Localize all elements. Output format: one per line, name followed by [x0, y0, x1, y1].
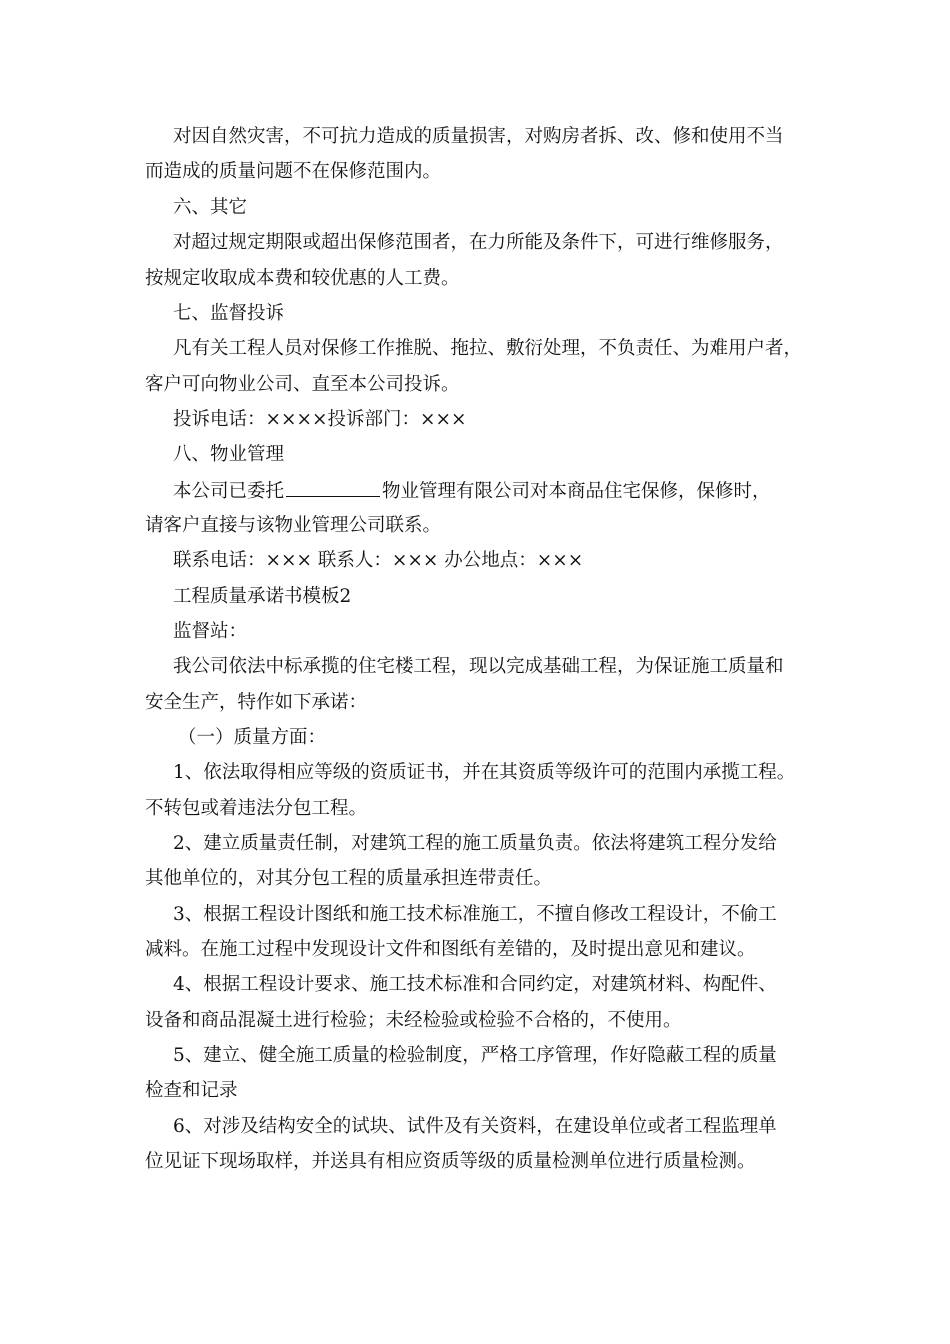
line-text: 本公司已委托 — [173, 481, 285, 502]
paragraph-line: 按规定收取成本费和较优惠的人工费。 — [145, 268, 460, 289]
paragraph-line: 6、对涉及结构安全的试块、试件及有关资料，在建设单位或者工程监理单 — [173, 1116, 777, 1137]
section-heading: 七、监督投诉 — [173, 303, 285, 324]
paragraph-line: 5、建立、健全施工质量的检验制度，严格工序管理，作好隐蔽工程的质量 — [173, 1045, 777, 1066]
paragraph-line: 凡有关工程人员对保修工作推脱、拖拉、敷衍处理，不负责任、为难用户者， — [173, 338, 803, 359]
paragraph-line: 检查和记录 — [145, 1080, 238, 1101]
paragraph-line: 1、依法取得相应等级的资质证书，并在其资质等级许可的范围内承揽工程。 — [173, 762, 796, 783]
paragraph-line — [173, 479, 771, 503]
section-heading: 六、其它 — [173, 197, 248, 218]
paragraph-line: 4、根据工程设计要求、施工技术标准和合同约定，对建筑材料、构配件、 — [173, 974, 777, 995]
addressee: 监督站： — [173, 621, 248, 642]
paragraph-line: 投诉电话：××××投诉部门：××× — [173, 409, 467, 430]
paragraph-line: 我公司依法中标承揽的住宅楼工程，现以完成基础工程，为保证施工质量和 — [173, 656, 784, 677]
paragraph-line: 2、建立质量责任制，对建筑工程的施工质量负责。依法将建筑工程分发给 — [173, 833, 777, 854]
fill-in-blank — [286, 479, 380, 497]
paragraph-line: 对超过规定期限或超出保修范围者，在力所能及条件下，可进行维修服务， — [173, 232, 784, 253]
paragraph-line: 安全生产，特作如下承诺： — [145, 692, 368, 713]
paragraph-line: 而造成的质量问题不在保修范围内。 — [145, 161, 442, 182]
paragraph-line: 减料。在施工过程中发现设计文件和图纸有差错的，及时提出意见和建议。 — [145, 939, 756, 960]
paragraph-line: 设备和商品混凝土进行检验；未经检验或检验不合格的，不使用。 — [145, 1010, 682, 1031]
document-title: 工程质量承诺书模板2 — [173, 586, 352, 607]
paragraph-line: 其他单位的，对其分包工程的质量承担连带责任。 — [145, 868, 553, 889]
paragraph-line: 位见证下现场取样，并送具有相应资质等级的质量检测单位进行质量检测。 — [145, 1151, 756, 1172]
paragraph-line: 3、根据工程设计图纸和施工技术标准施工，不擅自修改工程设计，不偷工 — [173, 904, 777, 925]
paragraph-line: 联系电话：××× 联系人：××× 办公地点：××× — [173, 550, 584, 571]
paragraph-line: 对因自然灾害，不可抗力造成的质量损害，对购房者拆、改、修和使用不当 — [173, 126, 784, 147]
line-text: 物业管理有限公司对本商品住宅保修，保修时， — [382, 481, 771, 502]
section-heading: 八、物业管理 — [173, 444, 285, 465]
paragraph-line: 请客户直接与该物业管理公司联系。 — [145, 515, 442, 536]
section-heading: （一）质量方面： — [178, 727, 327, 748]
paragraph-line: 不转包或着违法分包工程。 — [145, 798, 368, 819]
paragraph-line: 客户可向物业公司、直至本公司投诉。 — [145, 374, 460, 395]
